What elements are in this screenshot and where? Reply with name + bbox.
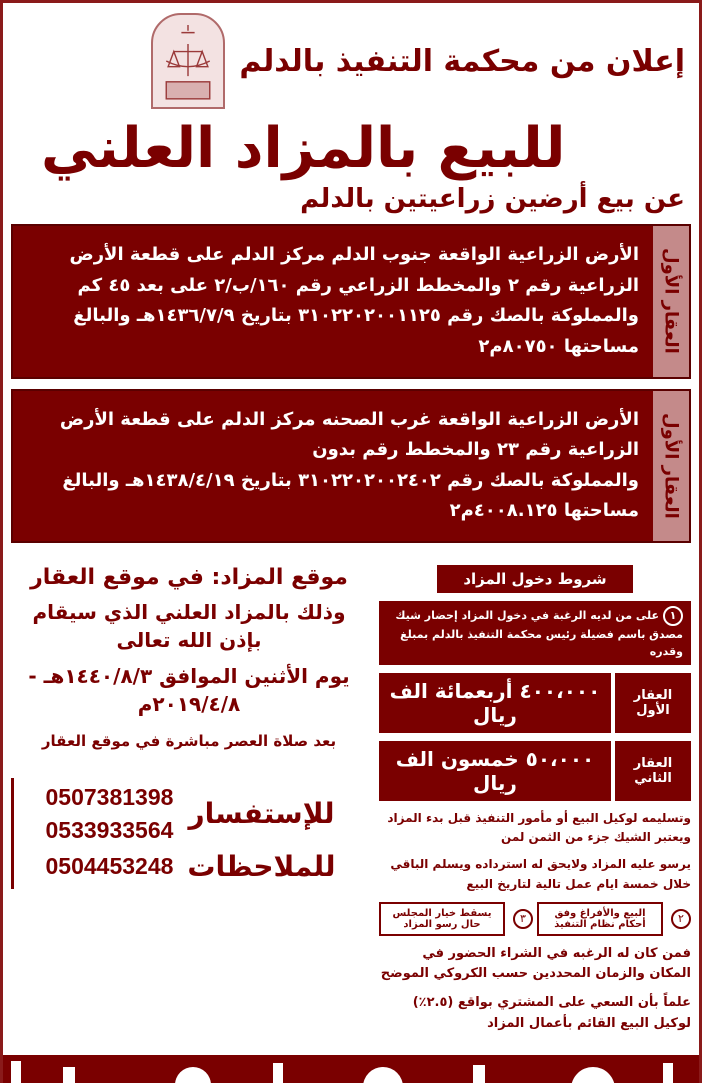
price-2-row — [379, 741, 691, 801]
property-2-line-2: والمملوكة بالصك رقم ٣١٠٢٢٠٢٠٠٢٤٠٢ بتاريخ ١٤٣٨/٤/١٩هـ والبالغ مساحتها ٤٠٠٨.١٢٥م٢ — [62, 469, 639, 522]
condition-2-number: ٢ — [671, 909, 691, 929]
property-2-line-1: الأرض الزراعية الواقعة غرب الصحنه مركز الدلم على قطعة الأرض الزراعية رقم ٢٣ والمخطط رقم بدون — [59, 408, 639, 461]
condition-note-2: يرسو عليه المزاد ولايحق له استرداده ويسلم الباقي خلال خمسة ايام عمل تالية لتاريخ البيع — [390, 857, 691, 891]
inquiry-phone-2: 0533933564 — [45, 816, 174, 843]
lower-section — [11, 565, 691, 1035]
contact-block — [11, 778, 367, 889]
conditions-heading: شروط دخول المزاد — [437, 565, 632, 593]
property-2-box — [11, 389, 691, 543]
property-1-line-1: الأرض الزراعية الواقعة جنوب الدلم مركز الدلم على قطعة الأرض الزراعية رقم ٢ والمخطط الزراعي رقم ١٦٠/ب/٢ على بعد ٤٥ كم — [69, 244, 639, 296]
property-1-line-2: والمملوكة بالصك رقم ٣١٠٢٢٠٢٠٠١١٢٥ بتاريخ ١٤٣٦/٧/٩هـ والبالغ مساحتها ٨٠٧٥٠م٢ — [73, 305, 639, 357]
condition-3-number: ٣ — [513, 909, 533, 929]
auction-date: يوم الأثنين الموافق ١٤٤٠/٨/٣هـ - ٢٠١٩/٤/٨م — [28, 663, 350, 716]
condition-1-text: على من لديه الرغبة في دخول المزاد إحضار شيك مصدق باسم فضيلة رئيس محكمة التنفيذ بالدلم بمبلغ وقدره — [395, 608, 683, 658]
auction-location: موقع المزاد: في موقع العقار — [30, 564, 348, 590]
price-1-label: العقار الأول — [615, 673, 691, 733]
footer-note-1: فمن كان له الرغبه في الشراء الحضور في المكان والزمان المحددين حسب الكروكي الموضح — [380, 945, 691, 982]
condition-2: البيع والأفراغ وفق أحكام نظام التنفيذ — [537, 902, 663, 936]
spacer — [11, 1035, 691, 1055]
conditions-column — [379, 565, 691, 1035]
price-2-label: العقار الثاني — [615, 741, 691, 801]
inquiry-label: للإستفسار — [188, 797, 335, 831]
inquiry-phone-1: 0507381398 — [45, 783, 174, 810]
condition-note-1: وتسليمه لوكيل البيع أو مأمور التنفيذ قبل بدء المزاد ويعتبر الشيك جزء من الثمن لمن — [387, 810, 691, 845]
remarks-phone: 0504453248 — [45, 852, 174, 879]
property-1-box — [11, 224, 691, 378]
price-2-value: ٥٠،٠٠٠ خمسون الف ريال — [379, 741, 611, 801]
main-title: للبيع بالمزاد العلني — [41, 116, 566, 181]
subtitle: عن بيع أرضين زراعيتين بالدلم — [300, 184, 685, 215]
property-2-tab-label: العقار الأول — [660, 412, 682, 519]
property-2-tab — [653, 391, 689, 541]
condition-3: يسقط خيار المجلس حال رسو المزاد — [379, 902, 505, 936]
property-1-tab — [653, 226, 689, 376]
property-1-tab-label: العقار الأول — [660, 248, 682, 355]
decorative-bottom-banner — [3, 1055, 699, 1083]
condition-1 — [379, 601, 691, 665]
inquiry-phones — [46, 784, 174, 844]
auction-time: بعد صلاة العصر مباشرة في موقع العقار — [41, 731, 337, 750]
ministry-of-justice-logo — [151, 13, 225, 109]
conditions-2-3-row — [379, 902, 691, 936]
remarks-label: للملاحظات — [187, 849, 336, 883]
price-1-row — [379, 673, 691, 733]
header — [11, 13, 691, 109]
auction-line-1: وذلك بالمزاد العلني الذي سيقام بإذن الله تعالى — [32, 599, 346, 652]
footer-note-2: علماً بأن السعي على المشتري بواقع (٢.٥٪) لوكيل البيع القائم بأعمال المزاد — [412, 995, 691, 1032]
price-1-value: ٤٠٠،٠٠٠ أربعمائة الف ريال — [379, 673, 611, 733]
condition-1-number: ١ — [663, 606, 683, 626]
court-announcement-heading: إعلان من محكمة التنفيذ بالدلم — [239, 43, 685, 79]
decorative-shapes — [3, 1055, 699, 1083]
auction-column — [11, 565, 367, 889]
